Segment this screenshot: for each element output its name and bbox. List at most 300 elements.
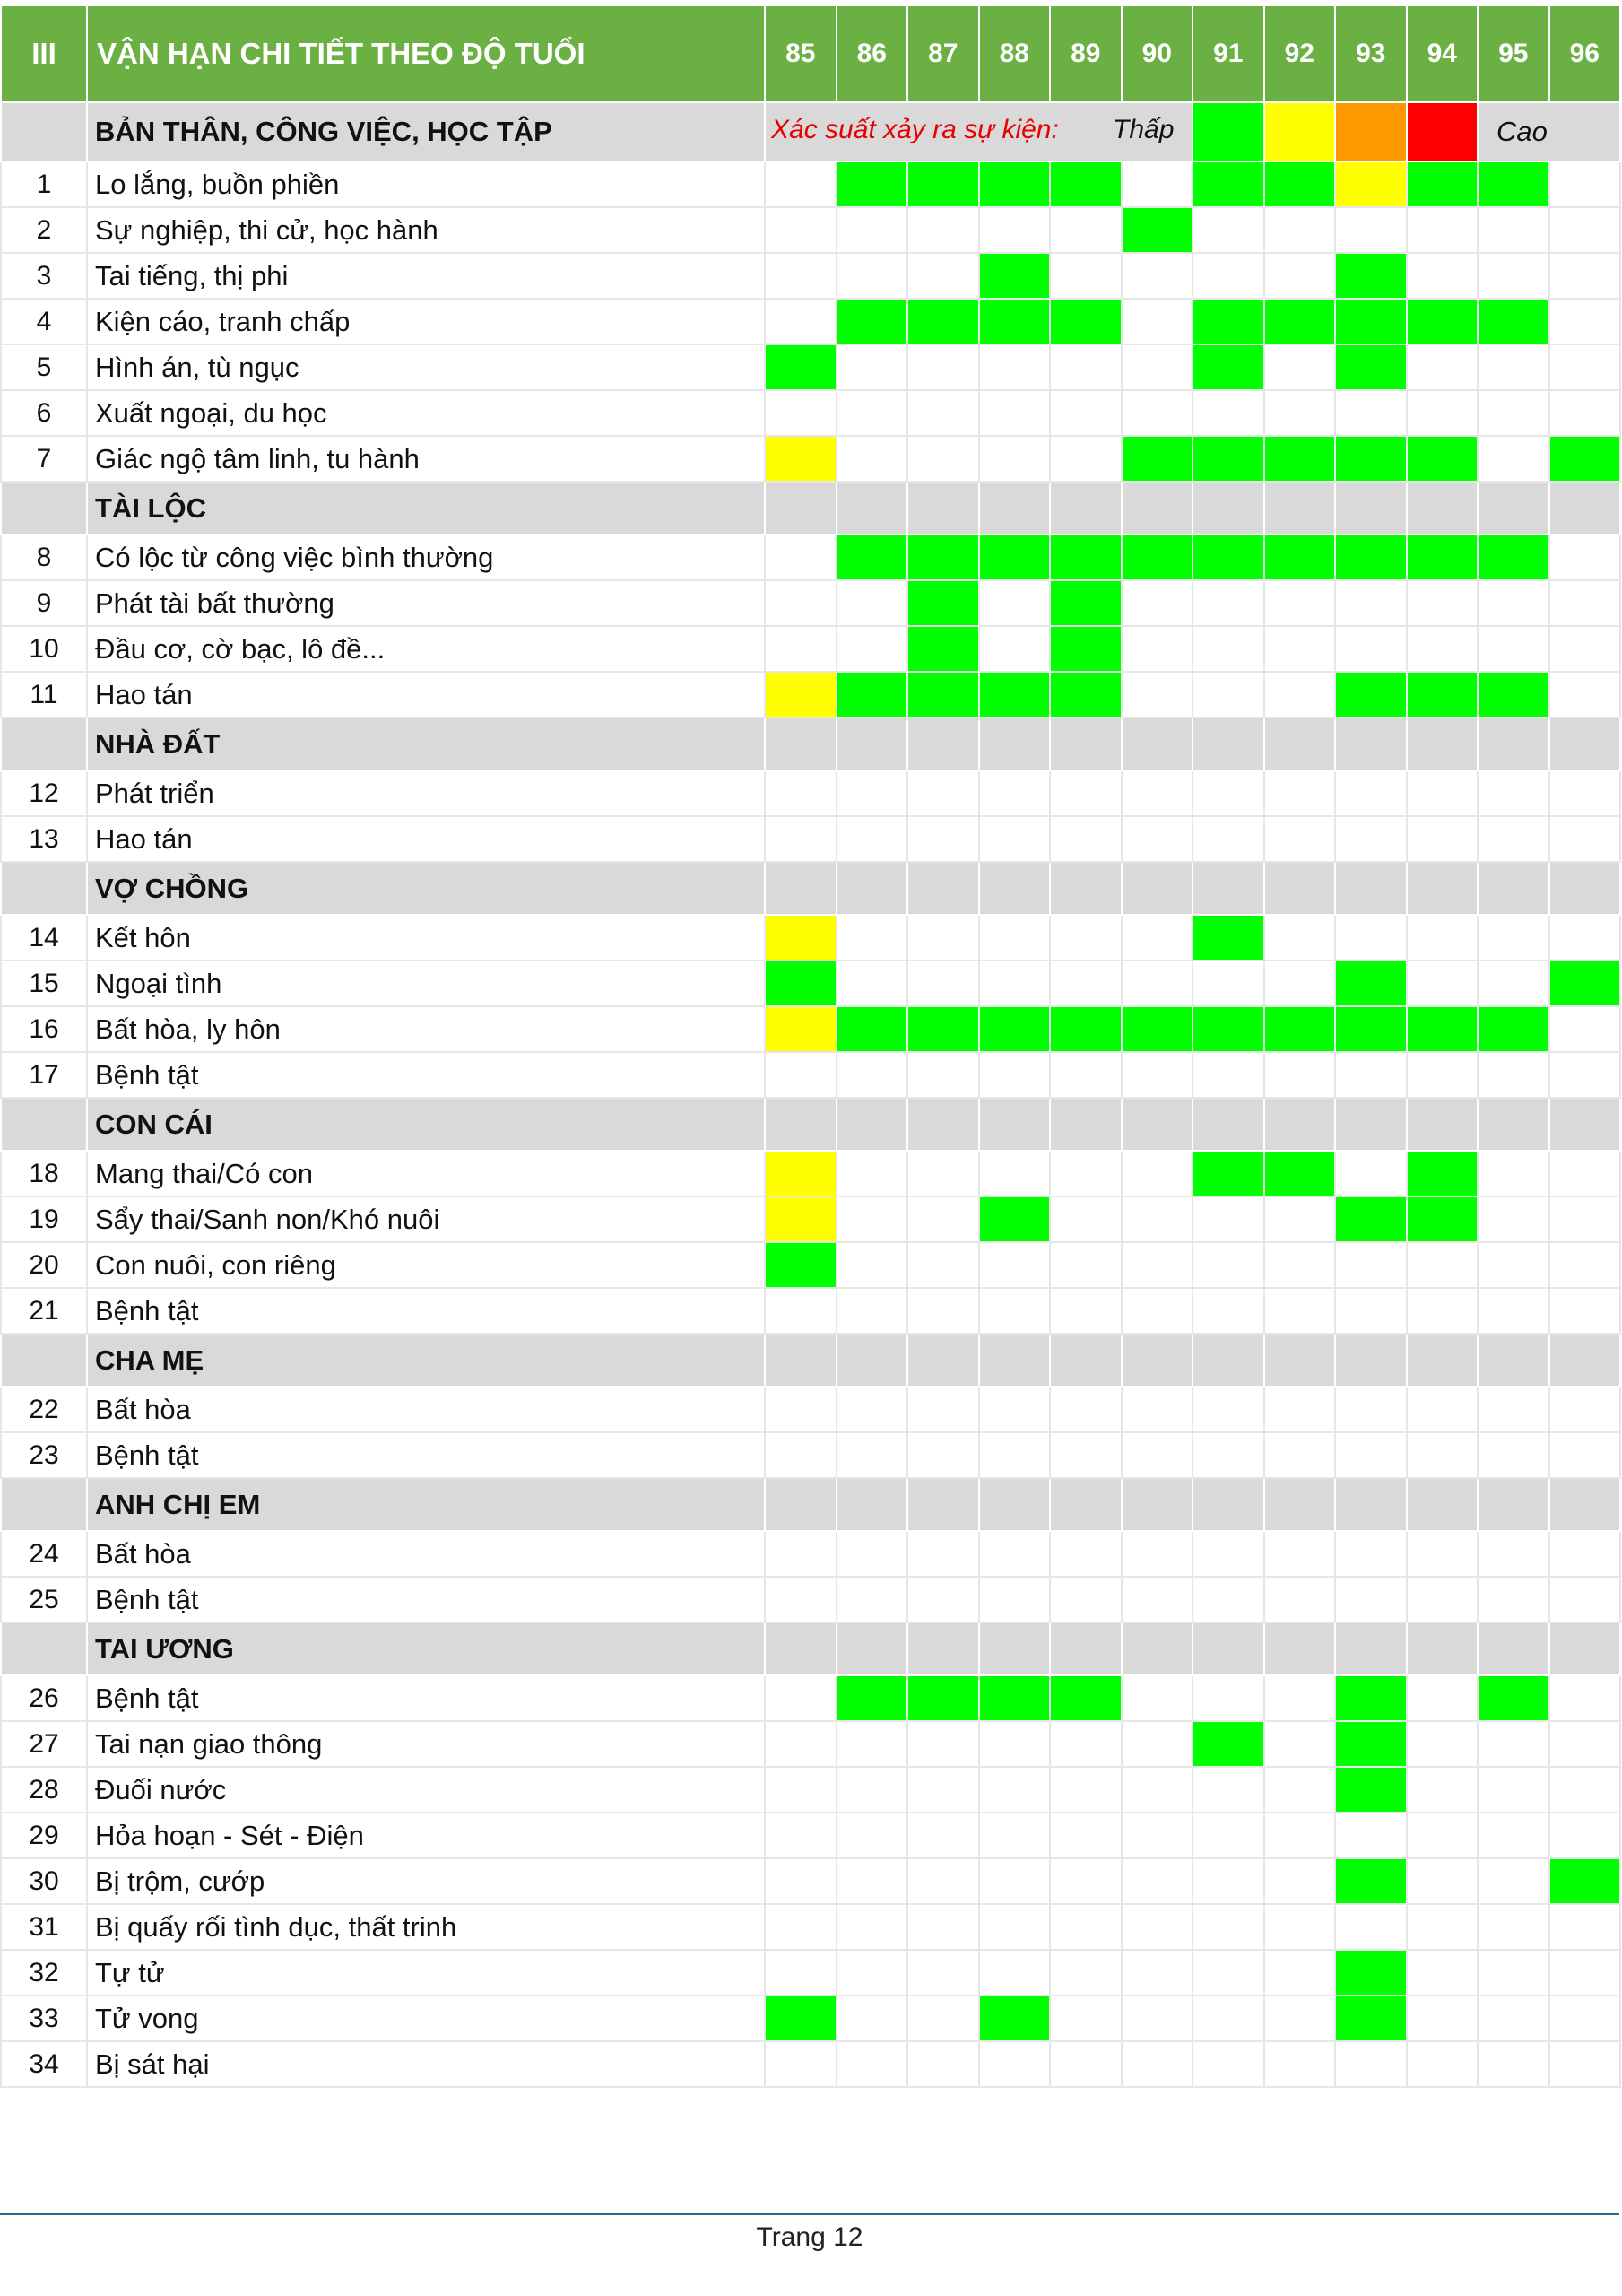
row-label: Sự nghiệp, thi cử, học hành [87,207,765,253]
probability-cell-level-1 [765,1996,837,2041]
section-num-cell [1,102,87,161]
probability-cell-empty [1549,390,1621,436]
probability-cell-empty [1335,816,1407,862]
section-age-cell [979,1098,1051,1151]
section-age-cell [1122,862,1193,915]
probability-cell-empty [1478,1432,1549,1478]
probability-cell-empty [1193,1767,1264,1813]
probability-cell-level-1 [1335,961,1407,1006]
probability-cell-empty [837,961,908,1006]
probability-cell-empty [837,1151,908,1196]
probability-cell-level-1 [979,161,1051,207]
probability-cell-level-1 [1407,1151,1479,1196]
probability-cell-empty [837,1721,908,1767]
page-number: Trang 12 [756,2222,863,2252]
probability-cell-empty [1335,207,1407,253]
probability-cell-level-1 [1549,961,1621,1006]
row-label: Có lộc từ công việc bình thường [87,535,765,580]
probability-cell-level-1 [1478,1006,1549,1052]
probability-cell-empty [765,1531,837,1577]
probability-cell-empty [1407,1675,1479,1721]
probability-cell-empty [1122,1196,1193,1242]
probability-cell-level-1 [837,535,908,580]
probability-cell-empty [1264,961,1336,1006]
table-row [1,961,1620,1006]
probability-cell-empty [1050,1858,1122,1904]
probability-cell-level-2 [765,1006,837,1052]
probability-cell-empty [907,1813,979,1858]
table-row [1,207,1620,253]
probability-cell-level-1 [837,161,908,207]
probability-cell-empty [1407,580,1479,626]
probability-cell-empty [1122,1387,1193,1432]
row-label: Hình án, tù ngục [87,344,765,390]
age-forecast-table [0,4,1621,2088]
probability-cell-level-1 [1264,1006,1336,1052]
probability-cell-empty [1549,1904,1621,1950]
probability-cell-empty [765,1288,837,1334]
probability-cell-level-1 [979,535,1051,580]
table-row [1,770,1620,816]
probability-cell-empty [979,1288,1051,1334]
probability-cell-empty [907,1242,979,1288]
probability-cell-empty [765,580,837,626]
section-age-cell [1050,482,1122,535]
probability-cell-empty [979,961,1051,1006]
probability-cell-level-1 [1264,161,1336,207]
probability-cell-empty [907,961,979,1006]
probability-cell-empty [1407,253,1479,299]
probability-cell-empty [1407,1858,1479,1904]
probability-cell-empty [1264,2041,1336,2087]
probability-cell-empty [1407,1242,1479,1288]
probability-cell-empty [1264,1721,1336,1767]
section-age-cell [1407,718,1479,770]
probability-cell-level-1 [1335,344,1407,390]
row-label: Bệnh tật [87,1432,765,1478]
probability-cell-empty [1050,1904,1122,1950]
section-age-cell [1335,718,1407,770]
section-age-cell [1335,1478,1407,1531]
probability-cell-empty [1050,1432,1122,1478]
table-row [1,1858,1620,1904]
section-age-cell [765,862,837,915]
probability-cell-level-1 [1478,672,1549,718]
probability-cell-empty [1335,1531,1407,1577]
probability-cell-empty [1478,580,1549,626]
probability-cell-level-1 [1478,299,1549,344]
probability-cell-empty [765,1387,837,1432]
section-num-cell [1,1622,87,1675]
section-age-cell [1264,862,1336,915]
probability-cell-empty [907,1531,979,1577]
probability-cell-empty [1193,816,1264,862]
section-age-cell [1122,1478,1193,1531]
probability-cell-empty [1264,1387,1336,1432]
probability-cell-empty [1193,580,1264,626]
probability-cell-empty [907,915,979,961]
probability-cell-empty [765,535,837,580]
row-label: Tử vong [87,1996,765,2041]
probability-cell-empty [1193,1904,1264,1950]
probability-cell-empty [837,207,908,253]
probability-cell-level-1 [1335,535,1407,580]
probability-cell-empty [1193,1288,1264,1334]
table-row [1,1721,1620,1767]
probability-cell-empty [1050,1721,1122,1767]
probability-cell-empty [979,1387,1051,1432]
row-number: 8 [1,535,87,580]
section-title: VỢ CHỒNG [87,862,765,915]
section-num-cell [1,1334,87,1387]
probability-cell-empty [1122,1577,1193,1622]
table-row [1,344,1620,390]
row-label: Hao tán [87,672,765,718]
probability-cell-empty [1122,1721,1193,1767]
section-age-cell [1050,1622,1122,1675]
section-age-cell [1264,1098,1336,1151]
probability-cell-level-1 [1193,1006,1264,1052]
probability-cell-empty [1264,915,1336,961]
probability-cell-empty [907,1767,979,1813]
table-row [1,253,1620,299]
probability-cell-empty [837,1904,908,1950]
probability-cell-empty [1549,1950,1621,1996]
probability-cell-level-1 [907,299,979,344]
section-age-cell [1549,862,1621,915]
row-number: 7 [1,436,87,482]
probability-cell-empty [1050,1196,1122,1242]
probability-cell-empty [1478,915,1549,961]
probability-cell-empty [1549,253,1621,299]
probability-cell-level-1 [1193,915,1264,961]
probability-cell-empty [1549,672,1621,718]
row-label: Bất hòa, ly hôn [87,1006,765,1052]
section-age-cell [979,482,1051,535]
probability-cell-empty [1193,770,1264,816]
section-age-cell [979,862,1051,915]
probability-cell-empty [1549,1767,1621,1813]
section-age-cell [1264,1334,1336,1387]
probability-cell-empty [1264,580,1336,626]
section-header-row [1,862,1620,915]
probability-cell-empty [1122,390,1193,436]
probability-cell-level-1 [1193,1721,1264,1767]
row-number: 10 [1,626,87,672]
row-label: Phát tài bất thường [87,580,765,626]
probability-cell-empty [1478,436,1549,482]
probability-cell-empty [1478,770,1549,816]
section-age-cell [1335,482,1407,535]
section-age-cell [1193,718,1264,770]
row-label: Bị quấy rối tình dục, thất trinh [87,1904,765,1950]
probability-cell-level-1 [1050,1006,1122,1052]
probability-cell-empty [1478,1721,1549,1767]
probability-cell-empty [765,770,837,816]
table-row [1,390,1620,436]
section-age-cell [1264,482,1336,535]
probability-cell-empty [1407,626,1479,672]
section-age-cell [1193,1334,1264,1387]
probability-cell-empty [907,207,979,253]
probability-cell-empty [1193,2041,1264,2087]
probability-cell-empty [1264,1904,1336,1950]
probability-cell-empty [1050,1996,1122,2041]
probability-cell-empty [979,1052,1051,1098]
row-number: 11 [1,672,87,718]
probability-cell-level-1 [979,253,1051,299]
table-row [1,161,1620,207]
probability-cell-empty [765,1813,837,1858]
row-number: 24 [1,1531,87,1577]
section-title: TAI ƯƠNG [87,1622,765,1675]
probability-cell-empty [907,390,979,436]
probability-cell-empty [907,1288,979,1334]
probability-cell-empty [1193,672,1264,718]
section-age-cell [1264,718,1336,770]
row-label: Hỏa hoạn - Sét - Điện [87,1813,765,1858]
probability-cell-empty [1335,390,1407,436]
row-label: Hao tán [87,816,765,862]
section-title: CHA MẸ [87,1334,765,1387]
table-row [1,1288,1620,1334]
probability-cell-level-1 [1264,535,1336,580]
section-age-cell [1478,1622,1549,1675]
section-age-cell [1193,482,1264,535]
row-number: 29 [1,1813,87,1858]
row-label: Ngoại tình [87,961,765,1006]
probability-cell-level-1 [1122,535,1193,580]
probability-cell-empty [979,1432,1051,1478]
probability-cell-empty [907,344,979,390]
probability-cell-level-2 [1335,161,1407,207]
probability-cell-level-1 [1193,436,1264,482]
probability-cell-empty [1478,1531,1549,1577]
legend-cell [765,102,1193,161]
table-row [1,1196,1620,1242]
section-age-cell [837,718,908,770]
probability-cell-empty [765,1721,837,1767]
row-number: 16 [1,1006,87,1052]
row-number: 9 [1,580,87,626]
section-age-cell [1122,1334,1193,1387]
section-age-cell [1122,718,1193,770]
probability-cell-empty [1193,1577,1264,1622]
row-number: 6 [1,390,87,436]
probability-cell-empty [1549,2041,1621,2087]
table-row [1,1242,1620,1288]
probability-cell-empty [1549,161,1621,207]
probability-cell-empty [1549,299,1621,344]
probability-cell-level-1 [837,672,908,718]
probability-cell-level-1 [765,1242,837,1288]
probability-cell-level-1 [1193,299,1264,344]
section-age-cell [765,482,837,535]
probability-cell-level-1 [1122,1006,1193,1052]
section-age-cell [1193,1478,1264,1531]
probability-cell-empty [1478,961,1549,1006]
probability-cell-level-1 [1122,436,1193,482]
probability-cell-empty [979,1904,1051,1950]
probability-cell-empty [1478,344,1549,390]
probability-cell-empty [1050,436,1122,482]
probability-cell-empty [1264,1675,1336,1721]
probability-cell-level-1 [1407,535,1479,580]
section-age-cell [1478,1478,1549,1531]
probability-cell-empty [1050,344,1122,390]
probability-cell-empty [765,207,837,253]
probability-cell-empty [1478,1858,1549,1904]
probability-cell-empty [1122,1288,1193,1334]
probability-cell-empty [765,253,837,299]
legend-swatch-level-1 [1193,102,1264,161]
probability-cell-empty [1050,390,1122,436]
probability-cell-empty [765,1904,837,1950]
probability-cell-empty [765,161,837,207]
probability-cell-empty [1549,1432,1621,1478]
section-header-row [1,102,1620,161]
probability-cell-empty [1478,1813,1549,1858]
probability-cell-empty [1122,1813,1193,1858]
row-number: 32 [1,1950,87,1996]
row-label: Con nuôi, con riêng [87,1242,765,1288]
row-number: 13 [1,816,87,862]
legend-low: Thấp [1113,115,1175,144]
probability-cell-empty [1478,207,1549,253]
probability-cell-empty [907,1432,979,1478]
probability-cell-empty [1478,1242,1549,1288]
row-number: 12 [1,770,87,816]
probability-cell-empty [907,816,979,862]
probability-cell-empty [1478,390,1549,436]
probability-cell-empty [979,1813,1051,1858]
probability-cell-empty [1549,1996,1621,2041]
row-number: 5 [1,344,87,390]
probability-cell-empty [1549,626,1621,672]
section-age-cell [837,1622,908,1675]
section-age-cell [1478,1334,1549,1387]
section-age-cell [1050,718,1122,770]
probability-cell-empty [837,580,908,626]
probability-cell-level-1 [1478,161,1549,207]
probability-cell-empty [979,915,1051,961]
section-age-cell [1549,1478,1621,1531]
probability-cell-empty [837,1950,908,1996]
probability-cell-empty [1122,344,1193,390]
probability-cell-empty [1335,1242,1407,1288]
probability-cell-level-1 [1050,626,1122,672]
probability-cell-empty [1050,207,1122,253]
probability-cell-empty [1050,915,1122,961]
age-header: 95 [1478,5,1549,102]
probability-cell-empty [979,1151,1051,1196]
section-age-cell [979,1334,1051,1387]
probability-cell-empty [1050,253,1122,299]
row-number: 17 [1,1052,87,1098]
section-age-cell [765,1622,837,1675]
probability-cell-level-1 [979,1996,1051,2041]
probability-cell-level-1 [837,1006,908,1052]
probability-cell-empty [1122,1151,1193,1196]
table-header-row [1,5,1620,102]
probability-cell-empty [1407,1432,1479,1478]
probability-cell-level-1 [1193,161,1264,207]
section-age-cell [1193,1622,1264,1675]
row-label: Bệnh tật [87,1577,765,1622]
probability-cell-empty [1122,915,1193,961]
row-number: 15 [1,961,87,1006]
probability-cell-empty [979,344,1051,390]
probability-cell-empty [1193,1432,1264,1478]
probability-cell-empty [979,1767,1051,1813]
probability-cell-empty [1335,626,1407,672]
age-header: 86 [837,5,908,102]
section-num-cell [1,1478,87,1531]
section-num-cell [1,718,87,770]
row-number: 2 [1,207,87,253]
row-number: 20 [1,1242,87,1288]
table-row [1,1904,1620,1950]
probability-cell-empty [1050,1052,1122,1098]
legend-swatch-level-4 [1407,102,1479,161]
probability-cell-empty [837,816,908,862]
probability-cell-empty [1264,1813,1336,1858]
probability-cell-level-1 [1335,436,1407,482]
probability-cell-level-2 [765,436,837,482]
probability-cell-empty [979,1531,1051,1577]
probability-cell-empty [1122,253,1193,299]
probability-cell-empty [1407,1721,1479,1767]
probability-cell-empty [907,1858,979,1904]
probability-cell-empty [837,1196,908,1242]
probability-cell-empty [765,1577,837,1622]
section-age-cell [907,1098,979,1151]
probability-cell-level-1 [907,672,979,718]
probability-cell-level-1 [907,626,979,672]
section-age-cell [1122,1098,1193,1151]
probability-cell-empty [1122,2041,1193,2087]
probability-cell-empty [1122,580,1193,626]
probability-cell-empty [1050,961,1122,1006]
row-label: Mang thai/Có con [87,1151,765,1196]
row-label: Tự tử [87,1950,765,1996]
row-number: 19 [1,1196,87,1242]
probability-cell-empty [1478,816,1549,862]
table-row [1,1767,1620,1813]
age-header: 96 [1549,5,1621,102]
probability-cell-empty [1335,1151,1407,1196]
probability-cell-empty [837,1288,908,1334]
probability-cell-empty [1122,299,1193,344]
probability-cell-level-1 [1335,1675,1407,1721]
probability-cell-empty [1193,1242,1264,1288]
section-age-cell [1050,862,1122,915]
probability-cell-empty [1264,344,1336,390]
table-row [1,580,1620,626]
row-label: Tai tiếng, thị phi [87,253,765,299]
probability-cell-empty [765,1767,837,1813]
probability-cell-empty [979,770,1051,816]
probability-cell-empty [1264,1577,1336,1622]
probability-cell-empty [979,1577,1051,1622]
age-header: 89 [1050,5,1122,102]
probability-cell-empty [1407,2041,1479,2087]
probability-cell-level-1 [1122,207,1193,253]
section-age-cell [765,718,837,770]
probability-cell-empty [1193,1858,1264,1904]
probability-cell-empty [837,1052,908,1098]
probability-cell-empty [1335,1904,1407,1950]
